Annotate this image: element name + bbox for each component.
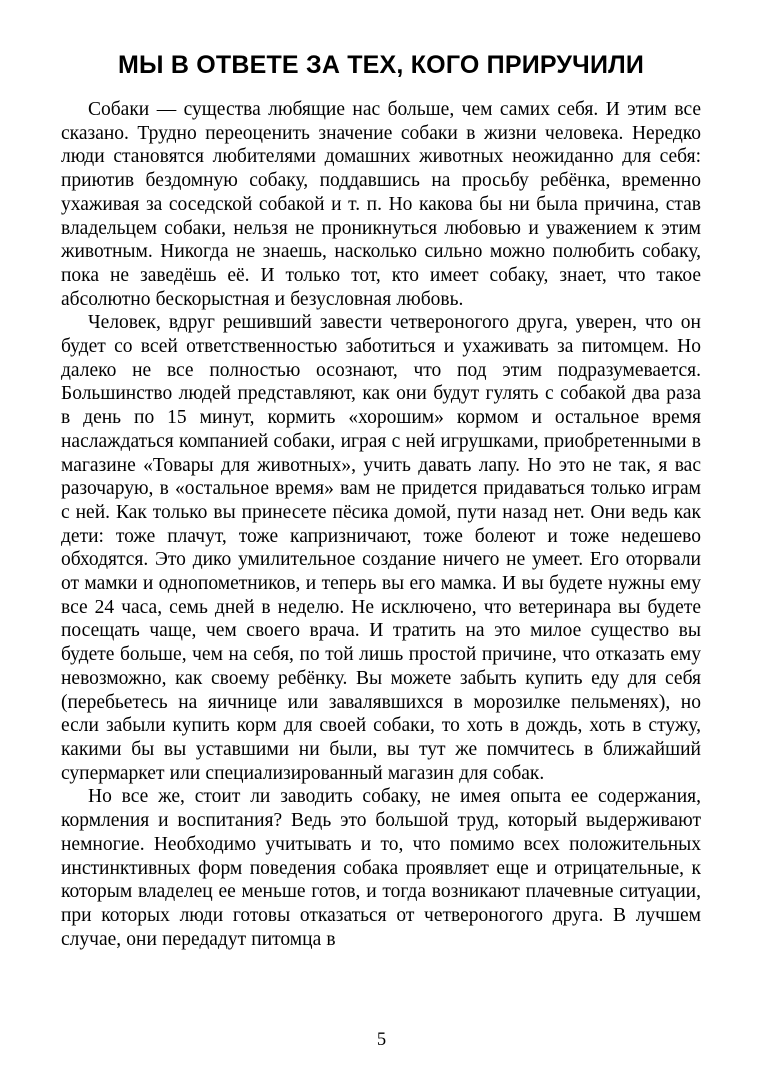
body-paragraph: Собаки — существа любящие нас больше, чем самих себя. И этим все сказано. Трудно переоценить значение собаки в жизни человека. Нередко люди становятся любителями домашних животных неожиданно для себя: приютив бездомную собаку, поддавшись на просьбу ребёнка, временно ухаживая за соседской собакой и т. п. Но какова бы ни была причина, став владельцем собаки, нельзя не проникнуться любовью и уважением к этим животным. Никогда не знаешь, насколько сильно можно полюбить собаку, пока не заведёшь её. И только тот, кто имеет собаку, знает, что такое абсолютно бескорыстная и безусловная любовь. [61, 99, 701, 310]
body-paragraph: Человек, вдруг решивший завести четвероногого друга, уверен, что он будет со всей ответственностью заботиться и ухаживать за питомцем. Но далеко не все полностью осознают, что под этим подразумевается. Большинство людей представляют, как они будут гулять с собакой два раза в день по 15 минут, кормить «хорошим» кормом и остальное время наслаждаться компанией собаки, играя с ней игрушками, приобретенными в магазине «Товары для животных», учить давать лапу. Но это не так, я вас разочарую, в «остальное время» вам не придется придаваться только играм с ней. Как только вы принесете пёсика домой, пути назад нет. Они ведь как дети: тоже плачут, тоже капризничают, тоже болеют и тоже недешево обходятся. Это дико умилительное создание ничего не умеет. Его оторвали от мамки и однопометников, и теперь вы его мамка. И вы будете нужны ему все 24 часа, семь дней в неделю. Не исключено, что ветеринара вы будете посещать чаще, чем своего врача. И тратить на это милое существо вы будете больше, чем на себя, по той лишь простой причине, что отказать ему невозможно, как своему ребёнку. Вы можете забыть купить еду для себя (перебьетесь на яичнице или завалявшихся в морозилке пельменях), но если забыли купить корм для своей собаки, то хоть в дождь, хоть в стужу, какими бы вы уставшими ни были, вы тут же помчитесь в ближайший супермаркет или специализированный магазин для собак. [61, 312, 701, 784]
body-text [61, 98, 701, 951]
page-title: МЫ В ОТВЕТЕ ЗА ТЕХ, КОГО ПРИРУЧИЛИ [117, 51, 645, 79]
page-content [61, 50, 701, 951]
body-paragraph: Но все же, стоит ли заводить собаку, не имея опыта ее содержания, кормления и воспитания? Ведь это большой труд, который выдерживают немногие. Необходимо учитывать и то, что помимо всех положительных инстинктивных форм поведения собака проявляет еще и отрицательные, к которым владелец ее меньше готов, и тогда возникают плачевные ситуации, при которых люди готовы отказаться от четвероногого друга. В лучшем случае, они передадут питомца в [61, 786, 701, 950]
page-number: 5 [376, 1030, 387, 1050]
